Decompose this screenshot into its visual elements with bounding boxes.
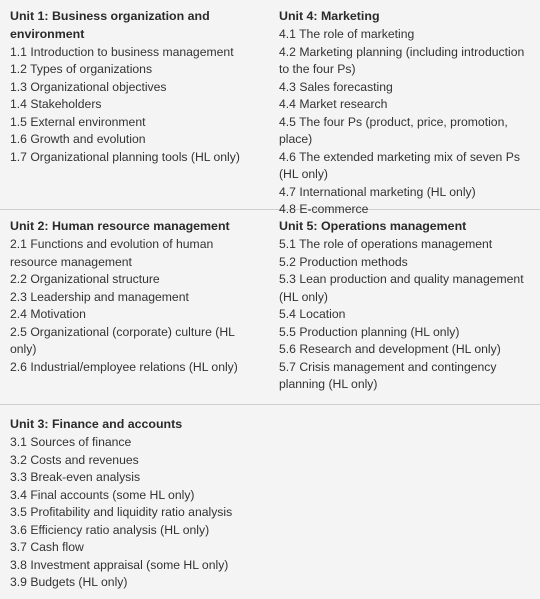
unit-title: Unit 4: Marketing xyxy=(279,9,380,23)
list-item: 3.5 Profitability and liquidity ratio analysis xyxy=(10,505,233,519)
topic-list xyxy=(10,434,540,592)
list-item: 4.6 The extended marketing mix of seven Ps (HL only) xyxy=(279,149,520,181)
list-item: 2.6 Industrial/employee relations (HL only) xyxy=(10,359,238,374)
list-item: 3.9 Budgets (HL only) xyxy=(10,575,128,589)
unit-5-section xyxy=(270,210,540,404)
list-item: 5.5 Production planning (HL only) xyxy=(279,324,460,339)
list-item: 3.3 Break-even analysis xyxy=(10,470,141,484)
unit-title: Unit 2: Human resource management xyxy=(10,219,230,233)
unit-1-section xyxy=(0,0,270,209)
list-item: 4.3 Sales forecasting xyxy=(279,79,393,94)
list-item: 4.8 E-commerce xyxy=(279,202,369,216)
list-item: 2.5 Organizational (corporate) culture (HL only) xyxy=(10,324,235,356)
topic-list xyxy=(10,44,262,167)
table-row xyxy=(0,0,540,216)
list-item: 2.4 Motivation xyxy=(10,307,86,321)
list-item: 4.7 International marketing (HL only) xyxy=(279,184,476,199)
topic-list xyxy=(279,26,530,219)
list-item: 5.4 Location xyxy=(279,307,346,321)
list-item: 2.3 Leadership and management xyxy=(10,289,189,304)
list-item: 3.2 Costs and revenues xyxy=(10,452,139,467)
list-item: 5.2 Production methods xyxy=(279,254,408,269)
list-item: 2.2 Organizational structure xyxy=(10,272,160,286)
list-item: 3.6 Efficiency ratio analysis (HL only) xyxy=(10,522,210,537)
list-item: 1.1 Introduction to business management xyxy=(10,44,234,59)
list-item: 1.6 Growth and evolution xyxy=(10,132,146,146)
list-item: 4.4 Market research xyxy=(279,97,388,111)
list-item: 3.8 Investment appraisal (some HL only) xyxy=(10,557,229,572)
unit-2-section xyxy=(0,210,270,404)
list-item: 2.1 Functions and evolution of human resource management xyxy=(10,237,214,269)
list-item: 4.1 The role of marketing xyxy=(279,27,415,41)
list-item: 5.7 Crisis management and contingency planning (HL only) xyxy=(279,359,497,391)
unit-title: Unit 3: Finance and accounts xyxy=(10,417,183,431)
list-item: 1.4 Stakeholders xyxy=(10,97,102,111)
table-row xyxy=(0,210,540,405)
unit-4-section xyxy=(270,0,540,216)
list-item: 1.5 External environment xyxy=(10,114,146,129)
list-item: 5.1 The role of operations management xyxy=(279,237,493,251)
list-item: 3.1 Sources of finance xyxy=(10,435,132,449)
list-item: 5.3 Lean production and quality management (HL only) xyxy=(279,272,524,304)
list-item: 3.4 Final accounts (some HL only) xyxy=(10,487,195,502)
unit-3-section xyxy=(0,405,540,599)
list-item: 4.2 Marketing planning (including introduction to the four Ps) xyxy=(279,44,525,76)
topic-list xyxy=(10,236,262,376)
unit-title: Unit 5: Operations management xyxy=(279,219,467,233)
topic-list xyxy=(279,236,530,394)
unit-title: Unit 1: Business organization and environment xyxy=(10,9,210,41)
list-item: 5.6 Research and development (HL only) xyxy=(279,342,501,356)
list-item: 3.7 Cash flow xyxy=(10,540,84,554)
list-item: 1.3 Organizational objectives xyxy=(10,79,167,94)
list-item: 4.5 The four Ps (product, price, promotion, place) xyxy=(279,114,508,146)
list-item: 1.7 Organizational planning tools (HL only) xyxy=(10,149,240,164)
table-row xyxy=(0,405,540,599)
list-item: 1.2 Types of organizations xyxy=(10,62,153,76)
